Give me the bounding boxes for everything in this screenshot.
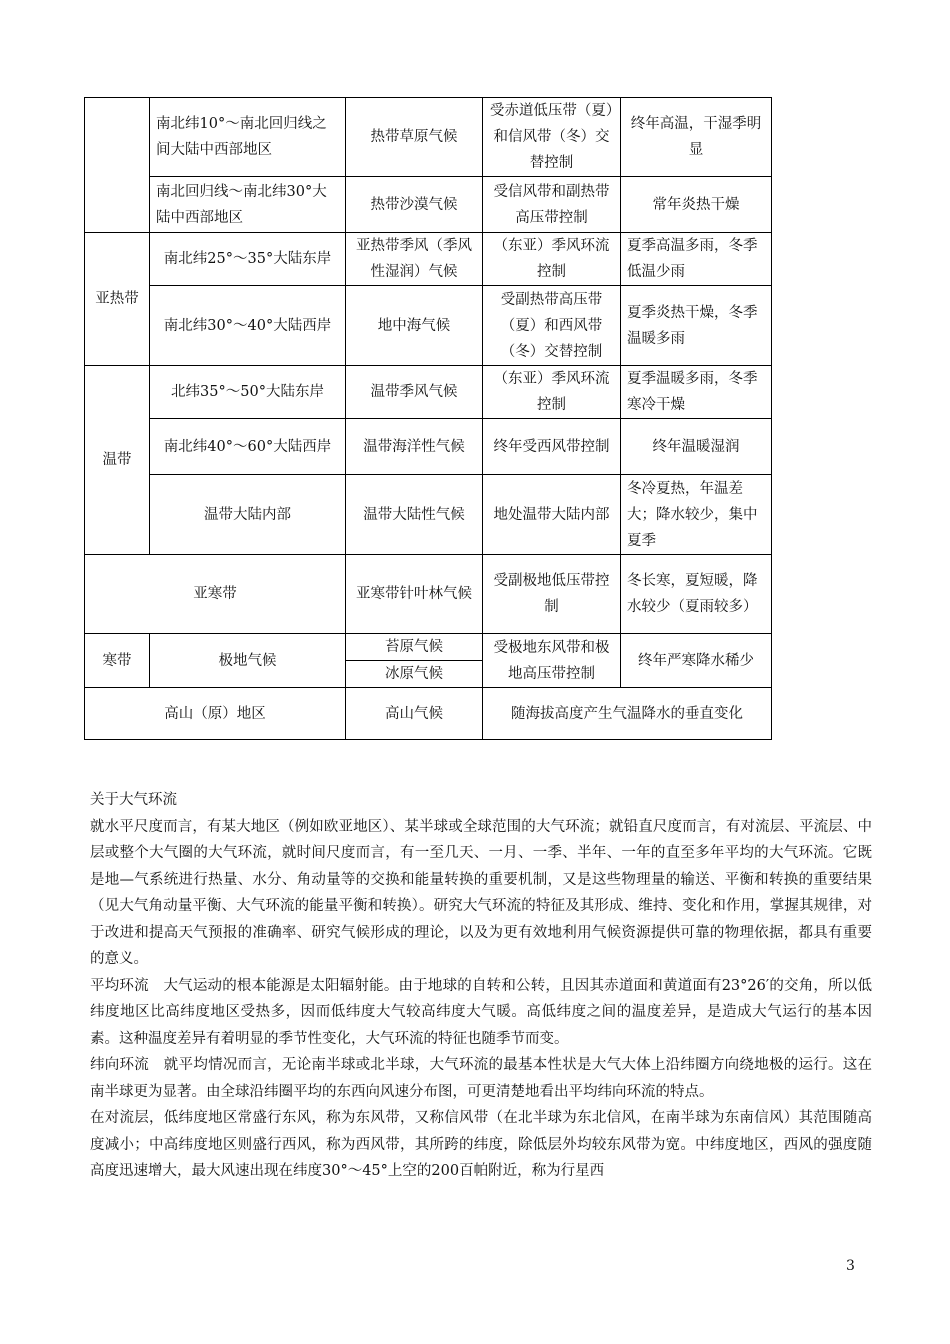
cause-cell: （东亚）季风环流控制 [483, 233, 621, 286]
feature-cell: 冬长寒，夏短暖，降水较少（夏雨较多） [621, 555, 772, 634]
cause-cell: 终年受西风带控制 [483, 419, 621, 475]
cause-cell: 受副极地低压带控制 [483, 555, 621, 634]
table-row [85, 98, 772, 177]
table-row [85, 177, 772, 233]
article-heading: 关于大气环流 [90, 792, 177, 808]
zone-cell: 寒带 [85, 634, 150, 688]
table-row [85, 419, 772, 475]
feature-cell: 冬冷夏热，年温差大；降水较少，集中夏季 [621, 475, 772, 555]
region-cell: 南北纬30°～40°大陆西岸 [150, 286, 346, 366]
table-row [85, 366, 772, 419]
cause-cell: 受信风带和副热带高压带控制 [483, 177, 621, 233]
zone-region-cell: 亚寒带 [85, 555, 346, 634]
region-cell: 南北纬10°～南北回归线之间大陆中西部地区 [150, 98, 346, 177]
climate-cell: 温带季风气候 [346, 366, 483, 419]
climate-cell: 地中海气候 [346, 286, 483, 366]
feature-cell: 终年严寒降水稀少 [621, 634, 772, 688]
feature-cell: 夏季炎热干燥，冬季温暖多雨 [621, 286, 772, 366]
climate-cell: 温带海洋性气候 [346, 419, 483, 475]
region-cell: 北纬35°～50°大陆东岸 [150, 366, 346, 419]
climate-cell: 冰原气候 [346, 661, 483, 688]
climate-cell: 亚寒带针叶林气候 [346, 555, 483, 634]
zone-cell [85, 98, 150, 233]
table-row [85, 475, 772, 555]
climate-cell: 亚热带季风（季风性湿润）气候 [346, 233, 483, 286]
table-row [85, 555, 772, 634]
climate-cell: 热带沙漠气候 [346, 177, 483, 233]
table-row [85, 286, 772, 366]
cause-feature-cell: 随海拔高度产生气温降水的垂直变化 [483, 688, 772, 740]
article-paragraph: 在对流层，低纬度地区常盛行东风，称为东风带，又称信风带（在北半球为东北信风，在南半球为东南信风）其范围随高度减小；中高纬度地区则盛行西风，称为西风带，其所跨的纬度，除低层外均较东风带为宽。中纬度地区，西风的强度随高度迅速增大，最大风速出现在纬度30°～45°上空的200百帕附近，称为行星西 [90, 1110, 872, 1179]
article-paragraph: 纬向环流 就平均情况而言，无论南半球或北半球，大气环流的最基本性状是大气大体上沿纬圈方向绕地极的运行。这在南半球更为显著。由全球沿纬圈平均的东西向风速分布图，可更清楚地看出平均纬向环流的特点。 [90, 1057, 872, 1100]
feature-cell: 常年炎热干燥 [621, 177, 772, 233]
feature-cell: 终年高温，干湿季明显 [621, 98, 772, 177]
zone-region-cell: 高山（原）地区 [85, 688, 346, 740]
cause-cell: 受副热带高压带（夏）和西风带（冬）交替控制 [483, 286, 621, 366]
table-row [85, 688, 772, 740]
climate-table [84, 97, 772, 740]
feature-cell: 夏季高温多雨，冬季低温少雨 [621, 233, 772, 286]
article-paragraph: 就水平尺度而言，有某大地区（例如欧亚地区）、某半球或全球范围的大气环流；就铅直尺度而言，有对流层、平流层、中层或整个大气圈的大气环流，就时间尺度而言，有一至几天、一月、一季、半年、一年的直至多年平均的大气环流。它既是地—气系统进行热量、水分、角动量等的交换和能量转换的重要机制，又是这些物理量的输送、平衡和转换的重要结果（见大气角动量平衡、大气环流的能量平衡和转换）。研究大气环流的特征及其形成、维持、变化和作用，掌握其规律，对于改进和提高天气预报的准确率、研究气候形成的理论，以及为更有效地利用气候资源提供可靠的物理依据，都具有重要的意义。 [90, 818, 872, 967]
page-number: 3 [846, 1258, 855, 1274]
climate-cell: 温带大陆性气候 [346, 475, 483, 555]
climate-cell: 热带草原气候 [346, 98, 483, 177]
cause-cell: 受赤道低压带（夏）和信风带（冬）交替控制 [483, 98, 621, 177]
zone-cell: 温带 [85, 366, 150, 555]
climate-cell: 高山气候 [346, 688, 483, 740]
cause-cell: （东亚）季风环流控制 [483, 366, 621, 419]
table-row [85, 634, 772, 661]
cause-cell: 受极地东风带和极地高压带控制 [483, 634, 621, 688]
region-cell: 温带大陆内部 [150, 475, 346, 555]
region-cell: 极地气候 [150, 634, 346, 688]
article-section [90, 787, 872, 1185]
feature-cell: 终年温暖湿润 [621, 419, 772, 475]
region-cell: 南北纬40°～60°大陆西岸 [150, 419, 346, 475]
region-cell: 南北纬25°～35°大陆东岸 [150, 233, 346, 286]
region-cell: 南北回归线～南北纬30°大陆中西部地区 [150, 177, 346, 233]
cause-cell: 地处温带大陆内部 [483, 475, 621, 555]
feature-cell: 夏季温暖多雨，冬季寒冷干燥 [621, 366, 772, 419]
zone-cell: 亚热带 [85, 233, 150, 366]
article-paragraph: 平均环流 大气运动的根本能源是太阳辐射能。由于地球的自转和公转，且因其赤道面和黄道面有23°26′的交角，所以低纬度地区比高纬度地区受热多，因而低纬度大气较高纬度大气暖。高低纬度之间的温度差异，是造成大气运行的基本因素。这种温度差异有着明显的季节性变化，大气环流的特征也随季节而变。 [90, 977, 872, 1047]
climate-cell: 苔原气候 [346, 634, 483, 661]
table-row [85, 233, 772, 286]
